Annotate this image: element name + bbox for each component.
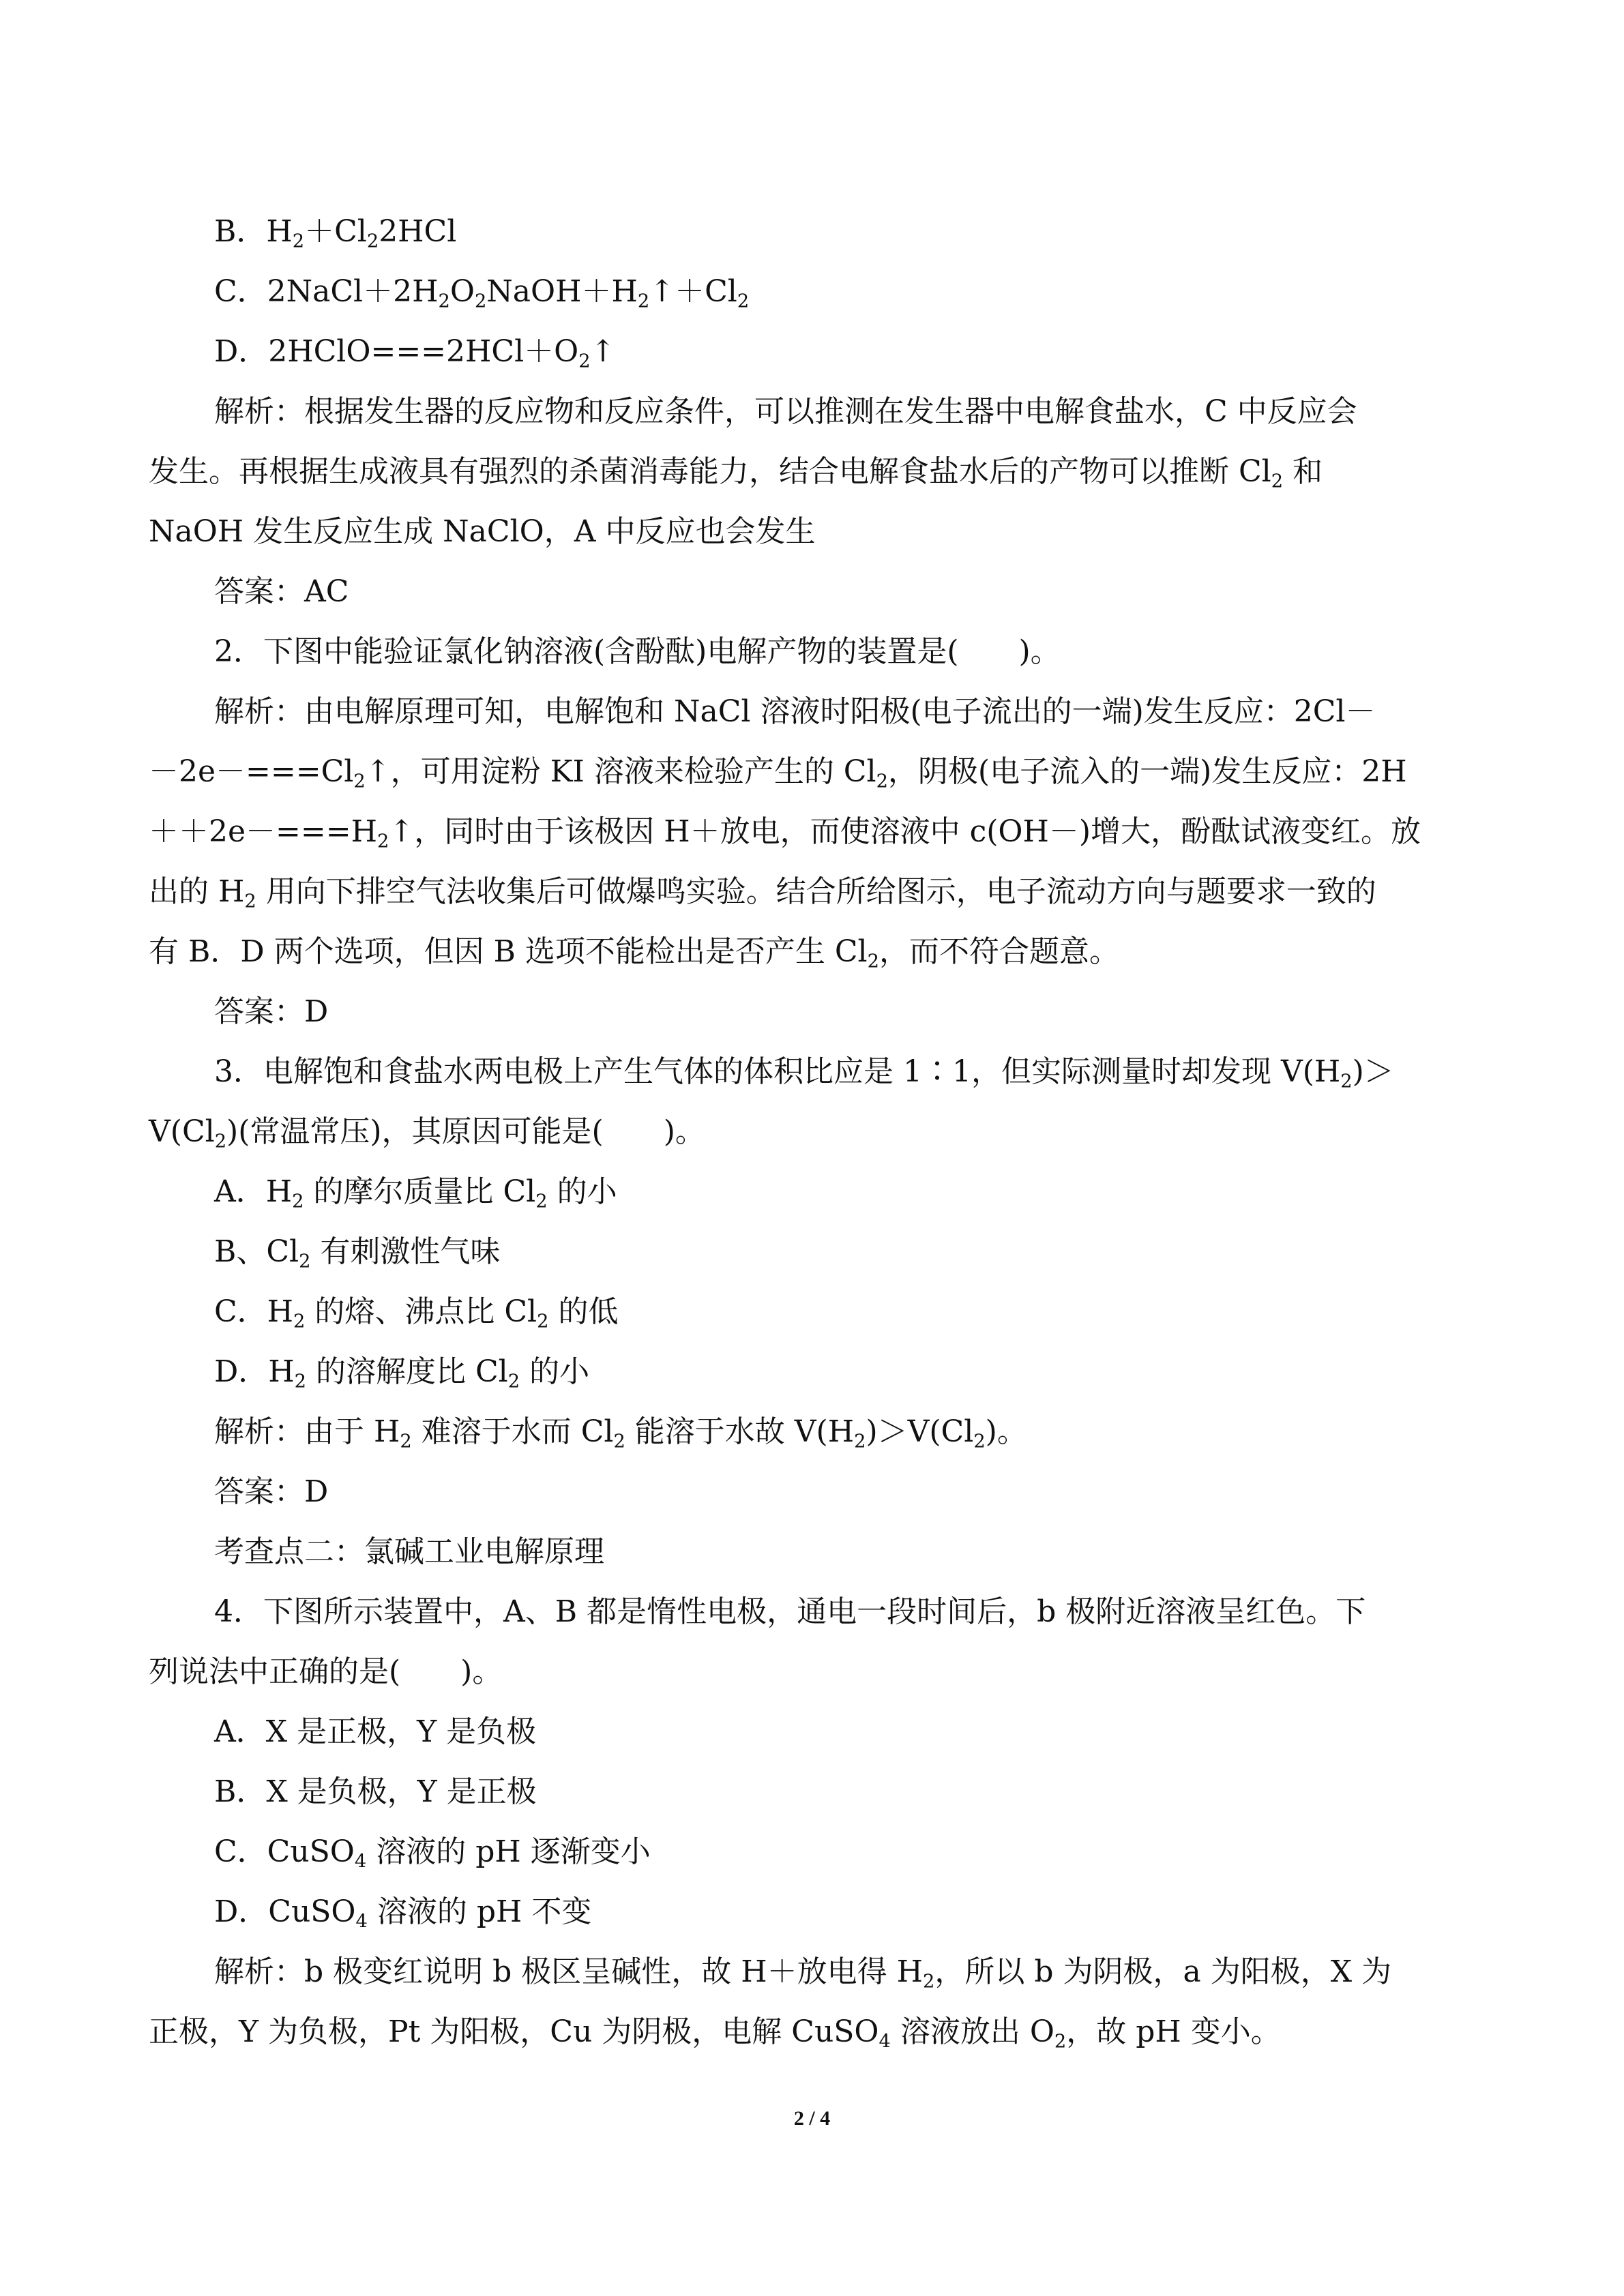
text-line: 解析：由电解原理可知，电解饱和 NaCl 溶液时阳极(电子流出的一端)发生反应：2Cl－ [214,694,1376,729]
text-line: D．$H_2$ 的溶解度比 $Cl_2$ 的小 [214,1354,590,1392]
text-line: $++2e-===H_2↑$，同时由于该极因 H＋放电，而使溶液中 c(OH－)增大，酚酞试液变红。放 [149,814,1421,852]
text-line: C．CuSO$_4$ 溶液的 pH 逐渐变小 [214,1834,651,1873]
text-line: 3．电解饱和食盐水两电极上产生气体的体积比应是 1∶1，但实际测量时却发现 $V(H_2)>$ [214,1054,1394,1092]
text-line: $-2e-===Cl_2↑$，可用淀粉 KI 溶液来检验产生的 $Cl_2$，阴极(电子流入的一端)发生反应：2H [149,754,1407,792]
text-line: B、$Cl_2$ 有刺激性气味 [214,1234,501,1272]
text-line: 4．下图所示装置中，A、B 都是惰性电极，通电一段时间后，b 极附近溶液呈红色。下 [214,1594,1366,1629]
text-line: 列说法中正确的是( )。 [149,1654,503,1689]
text-line: 答案：D [214,1474,329,1509]
text-line: 正极，Y 为负极，Pt 为阳极，Cu 为阴极，电解 CuSO$_4$ 溶液放出 $O_2$，故 pH 变小。 [149,2014,1281,2053]
text-line: 解析：b 极变红说明 b 极区呈碱性，故 H＋放电得 $H_2$，所以 b 为阴极，a 为阳极，X 为 [214,1954,1392,1993]
text-line: 有 B．D 两个选项，但因 B 选项不能检出是否产生 $Cl_2$，而不符合题意。 [149,934,1119,972]
text-line: 解析：根据发生器的反应物和反应条件，可以推测在发生器中电解食盐水，C 中反应会 [214,394,1357,429]
text-line: 2．下图中能验证氯化钠溶液(含酚酞)电解产物的装置是( )。 [214,634,1061,669]
text-line: NaOH 发生反应生成 NaClO，A 中反应也会发生 [149,514,816,549]
text-line: D．$2HClO===2HCl+O_2↑$ [214,334,616,372]
text-line: 考查点二：氯碱工业电解原理 [214,1534,604,1569]
text-line: A．$H_2$ 的摩尔质量比 $Cl_2$ 的小 [214,1174,617,1212]
text-line: 答案：AC [214,574,349,609]
text-line: 发生。再根据生成液具有强烈的杀菌消毒能力，结合电解食盐水后的产物可以推断 $Cl_2$ 和 [149,454,1323,492]
page-number: 2 / 4 [793,2107,831,2130]
text-line: C．$2NaCl+2H_2O_2NaOH+H_2↑+Cl_2$ [214,274,750,312]
text-line: D．CuSO$_4$ 溶液的 pH 不变 [214,1894,592,1933]
text-line: B．$H_2+Cl_22HCl$ [214,214,457,252]
document-body [149,202,1475,2062]
text-line: 答案：D [214,994,329,1029]
text-line: $V(Cl_2)$(常温常压)，其原因可能是( )。 [149,1114,705,1152]
text-line: 出的 $H_2$ 用向下排空气法收集后可做爆鸣实验。结合所给图示，电子流动方向与题要求一致的 [149,874,1376,912]
text-line: C．$H_2$ 的熔、沸点比 $Cl_2$ 的低 [214,1294,619,1332]
text-line: A．X 是正极，Y 是负极 [214,1714,537,1749]
text-line: 解析：由于 $H_2$ 难溶于水而 $Cl_2$ 能溶于水故 $V(H_2)>V(Cl_2)$。 [214,1414,1027,1452]
text-line: B．X 是负极，Y 是正极 [214,1774,537,1809]
